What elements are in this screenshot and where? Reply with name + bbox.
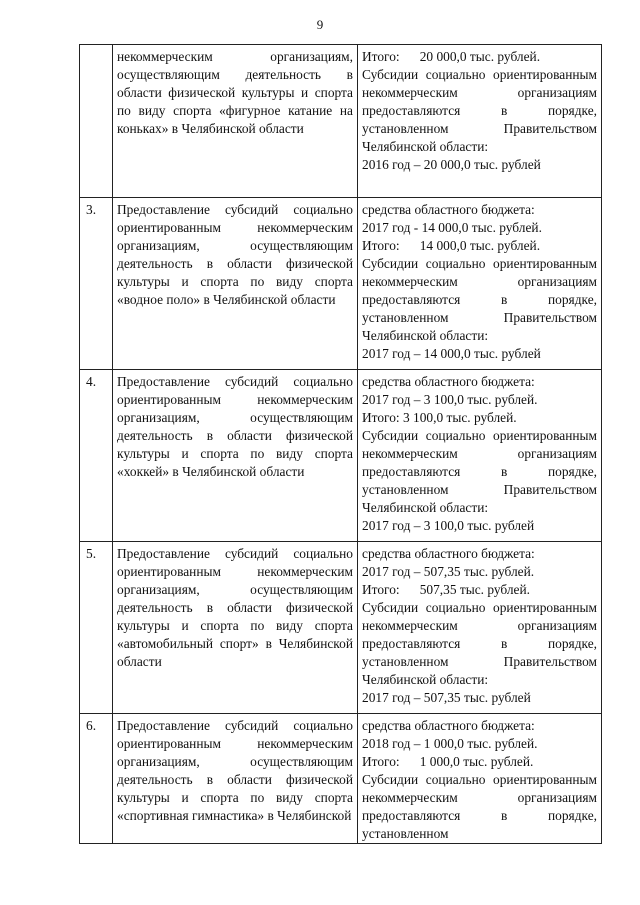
financing-line: Итого: 1 000,0 тыс. рублей. <box>362 754 534 769</box>
page-number: 9 <box>316 17 324 32</box>
financing-line: Итого: 507,35 тыс. рублей. <box>362 582 531 597</box>
row-number: 6. <box>80 714 113 844</box>
row-number: 4. <box>80 370 113 542</box>
financing-line: 2016 год – 20 000,0 тыс. рублей <box>362 157 541 172</box>
table-row <box>80 542 602 714</box>
financing-line: 2017 год – 507,35 тыс. рублей. <box>362 564 535 579</box>
financing-line: Итого: 14 000,0 тыс. рублей. <box>362 238 541 253</box>
table-row <box>80 198 602 370</box>
financing-line: Субсидии социально ориентированным некоммерческим организациям предоставляются в порядке, установленном Правительством Челябинской области: <box>362 428 597 515</box>
measure-name: Предоставление субсидий социально ориентированным некоммерческим организациям, осуществляющим деятельность в области физической культуры и спорта по виду спорта «спортивная гимнастика» в Челябинской <box>113 714 358 844</box>
financing-cell <box>358 198 602 370</box>
financing-line: Субсидии социально ориентированным некоммерческим организациям предоставляются в порядке, установленном Правительством Челябинской области: <box>362 600 597 687</box>
financing-line: Субсидии социально ориентированным некоммерческим организациям предоставляются в порядке, установленном Правительством Челябинской области: <box>362 256 597 343</box>
measure-name: Предоставление субсидий социально ориентированным некоммерческим организациям, осуществляющим деятельность в области физической культуры и спорта по виду спорта «водное поло» в Челябинской области <box>113 198 358 370</box>
row-number: 3. <box>80 198 113 370</box>
financing-cell <box>358 45 602 198</box>
financing-cell <box>358 370 602 542</box>
financing-cell <box>358 542 602 714</box>
financing-line: 2017 год – 3 100,0 тыс. рублей <box>362 518 535 533</box>
financing-line: Субсидии социально ориентированным некоммерческим организациям предоставляются в порядке, установленном Правительством Челябинской области: <box>362 67 597 154</box>
table-row <box>80 45 602 198</box>
financing-line: 2017 год - 14 000,0 тыс. рублей. <box>362 220 542 235</box>
financing-line: Итого: 3 100,0 тыс. рублей. <box>362 410 517 425</box>
financing-line: 2017 год – 3 100,0 тыс. рублей. <box>362 392 538 407</box>
row-number <box>80 45 113 198</box>
financing-line: 2017 год – 14 000,0 тыс. рублей <box>362 346 541 361</box>
measure-name: Предоставление субсидий социально ориентированным некоммерческим организациям, осуществляющим деятельность в области физической культуры и спорта по виду спорта «хоккей» в Челябинской области <box>113 370 358 542</box>
measure-name: Предоставление субсидий социально ориентированным некоммерческим организациям, осуществляющим деятельность в области физической культуры и спорта по виду спорта «автомобильный спорт» в Челябинской области <box>113 542 358 714</box>
financing-line: Субсидии социально ориентированным некоммерческим организациям предоставляются в порядке, установленном <box>362 772 597 841</box>
financing-line: Итого: 20 000,0 тыс. рублей. <box>362 49 541 64</box>
table-row <box>80 714 602 844</box>
financing-line: 2018 год – 1 000,0 тыс. рублей. <box>362 736 538 751</box>
financing-line: средства областного бюджета: <box>362 202 535 217</box>
table-row <box>80 370 602 542</box>
program-measures-table <box>79 44 602 844</box>
row-number: 5. <box>80 542 113 714</box>
financing-line: 2017 год – 507,35 тыс. рублей <box>362 690 531 705</box>
financing-line: средства областного бюджета: <box>362 718 535 733</box>
financing-cell <box>358 714 602 844</box>
financing-line: средства областного бюджета: <box>362 546 535 561</box>
financing-line: средства областного бюджета: <box>362 374 535 389</box>
measure-name: некоммерческим организациям, осуществляющим деятельность в области физической культуры и спорта по виду спорта «фигурное катание на коньках» в Челябинской области <box>113 45 358 198</box>
